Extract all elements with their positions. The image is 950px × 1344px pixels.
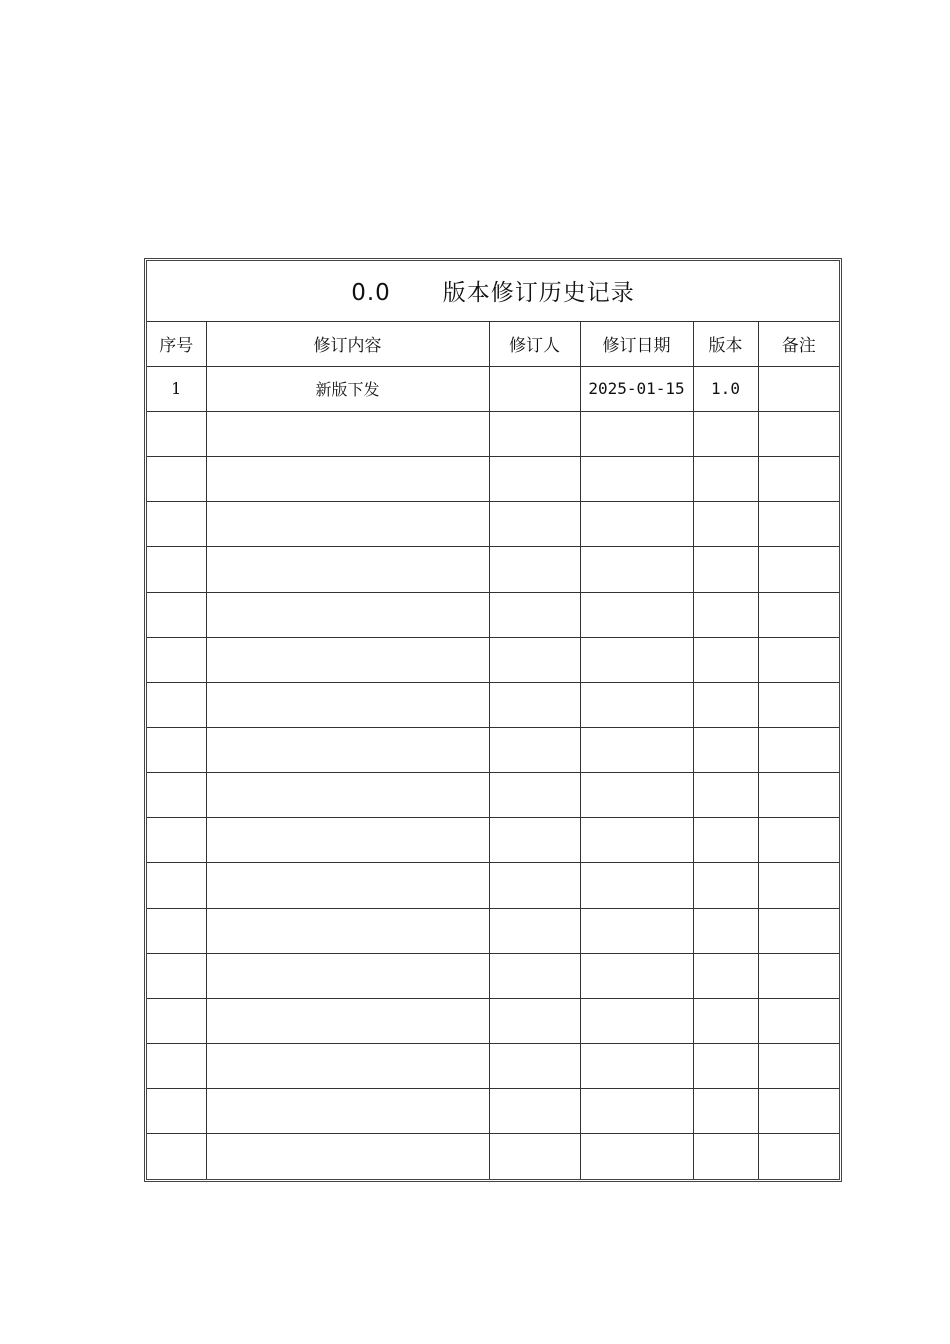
cell-no [147,411,206,456]
cell-date [580,863,693,908]
cell-no [147,818,206,863]
cell-reviser [489,592,580,637]
page-title: 版本修订历史记录 [442,280,635,307]
revision-history-sheet [144,258,842,1182]
table-row [147,773,839,818]
cell-remark [758,547,839,592]
cell-reviser [489,411,580,456]
column-header-version: 版本 [693,321,758,366]
table-row [147,592,839,637]
cell-version [693,1043,758,1088]
cell-reviser [489,637,580,682]
cell-date [580,1043,693,1088]
cell-remark [758,1089,839,1134]
cell-version [693,457,758,502]
cell-reviser [489,727,580,772]
cell-date [580,682,693,727]
cell-content [206,953,489,998]
cell-no [147,953,206,998]
cell-date [580,727,693,772]
column-header-reviser: 修订人 [489,321,580,366]
table-title-cell [147,261,839,321]
cell-no [147,682,206,727]
cell-content [206,682,489,727]
table-row [147,366,839,411]
cell-no [147,457,206,502]
cell-remark [758,637,839,682]
cell-content [206,1043,489,1088]
cell-content [206,411,489,456]
cell-version [693,863,758,908]
cell-remark [758,863,839,908]
cell-date [580,592,693,637]
cell-content [206,818,489,863]
cell-content [206,1134,489,1179]
cell-no [147,1043,206,1088]
table-row [147,818,839,863]
cell-remark [758,953,839,998]
cell-version [693,953,758,998]
cell-content [206,727,489,772]
cell-reviser [489,457,580,502]
cell-no: 1 [147,366,206,411]
header-row [147,321,839,366]
cell-reviser [489,502,580,547]
cell-date [580,998,693,1043]
cell-no [147,1134,206,1179]
cell-version [693,998,758,1043]
cell-version [693,411,758,456]
cell-remark [758,366,839,411]
cell-no [147,908,206,953]
cell-reviser [489,1043,580,1088]
cell-version [693,727,758,772]
cell-date [580,1089,693,1134]
table-row [147,637,839,682]
cell-version [693,773,758,818]
cell-no [147,863,206,908]
table-row [147,1089,839,1134]
cell-content [206,773,489,818]
cell-version: 1.0 [693,366,758,411]
table-row [147,953,839,998]
cell-version [693,547,758,592]
cell-version [693,908,758,953]
cell-reviser [489,818,580,863]
cell-content [206,502,489,547]
cell-version [693,1134,758,1179]
table-row [147,863,839,908]
cell-remark [758,682,839,727]
cell-date [580,637,693,682]
cell-no [147,637,206,682]
revision-history-table [147,261,839,1179]
table-row [147,411,839,456]
table-row [147,908,839,953]
cell-no [147,727,206,772]
table-row [147,682,839,727]
cell-reviser [489,1134,580,1179]
cell-content [206,547,489,592]
cell-remark [758,818,839,863]
cell-no [147,502,206,547]
cell-content [206,1089,489,1134]
cell-reviser [489,1089,580,1134]
cell-reviser [489,366,580,411]
cell-version [693,818,758,863]
cell-date [580,773,693,818]
cell-content: 新版下发 [206,366,489,411]
cell-remark [758,592,839,637]
cell-content [206,592,489,637]
cell-reviser [489,953,580,998]
cell-reviser [489,863,580,908]
cell-version [693,637,758,682]
cell-date [580,953,693,998]
cell-content [206,908,489,953]
cell-date [580,457,693,502]
cell-remark [758,727,839,772]
column-header-no: 序号 [147,321,206,366]
cell-content [206,457,489,502]
cell-remark [758,1134,839,1179]
cell-date [580,818,693,863]
column-header-content: 修订内容 [206,321,489,366]
cell-no [147,773,206,818]
table-row [147,1043,839,1088]
cell-no [147,1089,206,1134]
cell-remark [758,502,839,547]
cell-content [206,863,489,908]
table-row [147,547,839,592]
cell-remark [758,773,839,818]
cell-reviser [489,547,580,592]
column-header-date: 修订日期 [580,321,693,366]
cell-date [580,908,693,953]
cell-remark [758,1043,839,1088]
table-row [147,1134,839,1179]
title-row [147,261,839,321]
cell-reviser [489,682,580,727]
cell-reviser [489,908,580,953]
cell-version [693,682,758,727]
cell-no [147,547,206,592]
cell-no [147,998,206,1043]
cell-reviser [489,998,580,1043]
cell-version [693,592,758,637]
column-header-remark: 备注 [758,321,839,366]
cell-date [580,502,693,547]
cell-version [693,1089,758,1134]
cell-date [580,547,693,592]
cell-no [147,592,206,637]
cell-version [693,502,758,547]
section-number: 0.0 [351,280,391,307]
cell-content [206,998,489,1043]
table-row [147,998,839,1043]
cell-date [580,411,693,456]
cell-remark [758,908,839,953]
cell-date [580,1134,693,1179]
cell-date: 2025-01-15 [580,366,693,411]
cell-reviser [489,773,580,818]
cell-remark [758,411,839,456]
table-row [147,457,839,502]
cell-remark [758,998,839,1043]
cell-remark [758,457,839,502]
table-row [147,727,839,772]
cell-content [206,637,489,682]
table-row [147,502,839,547]
